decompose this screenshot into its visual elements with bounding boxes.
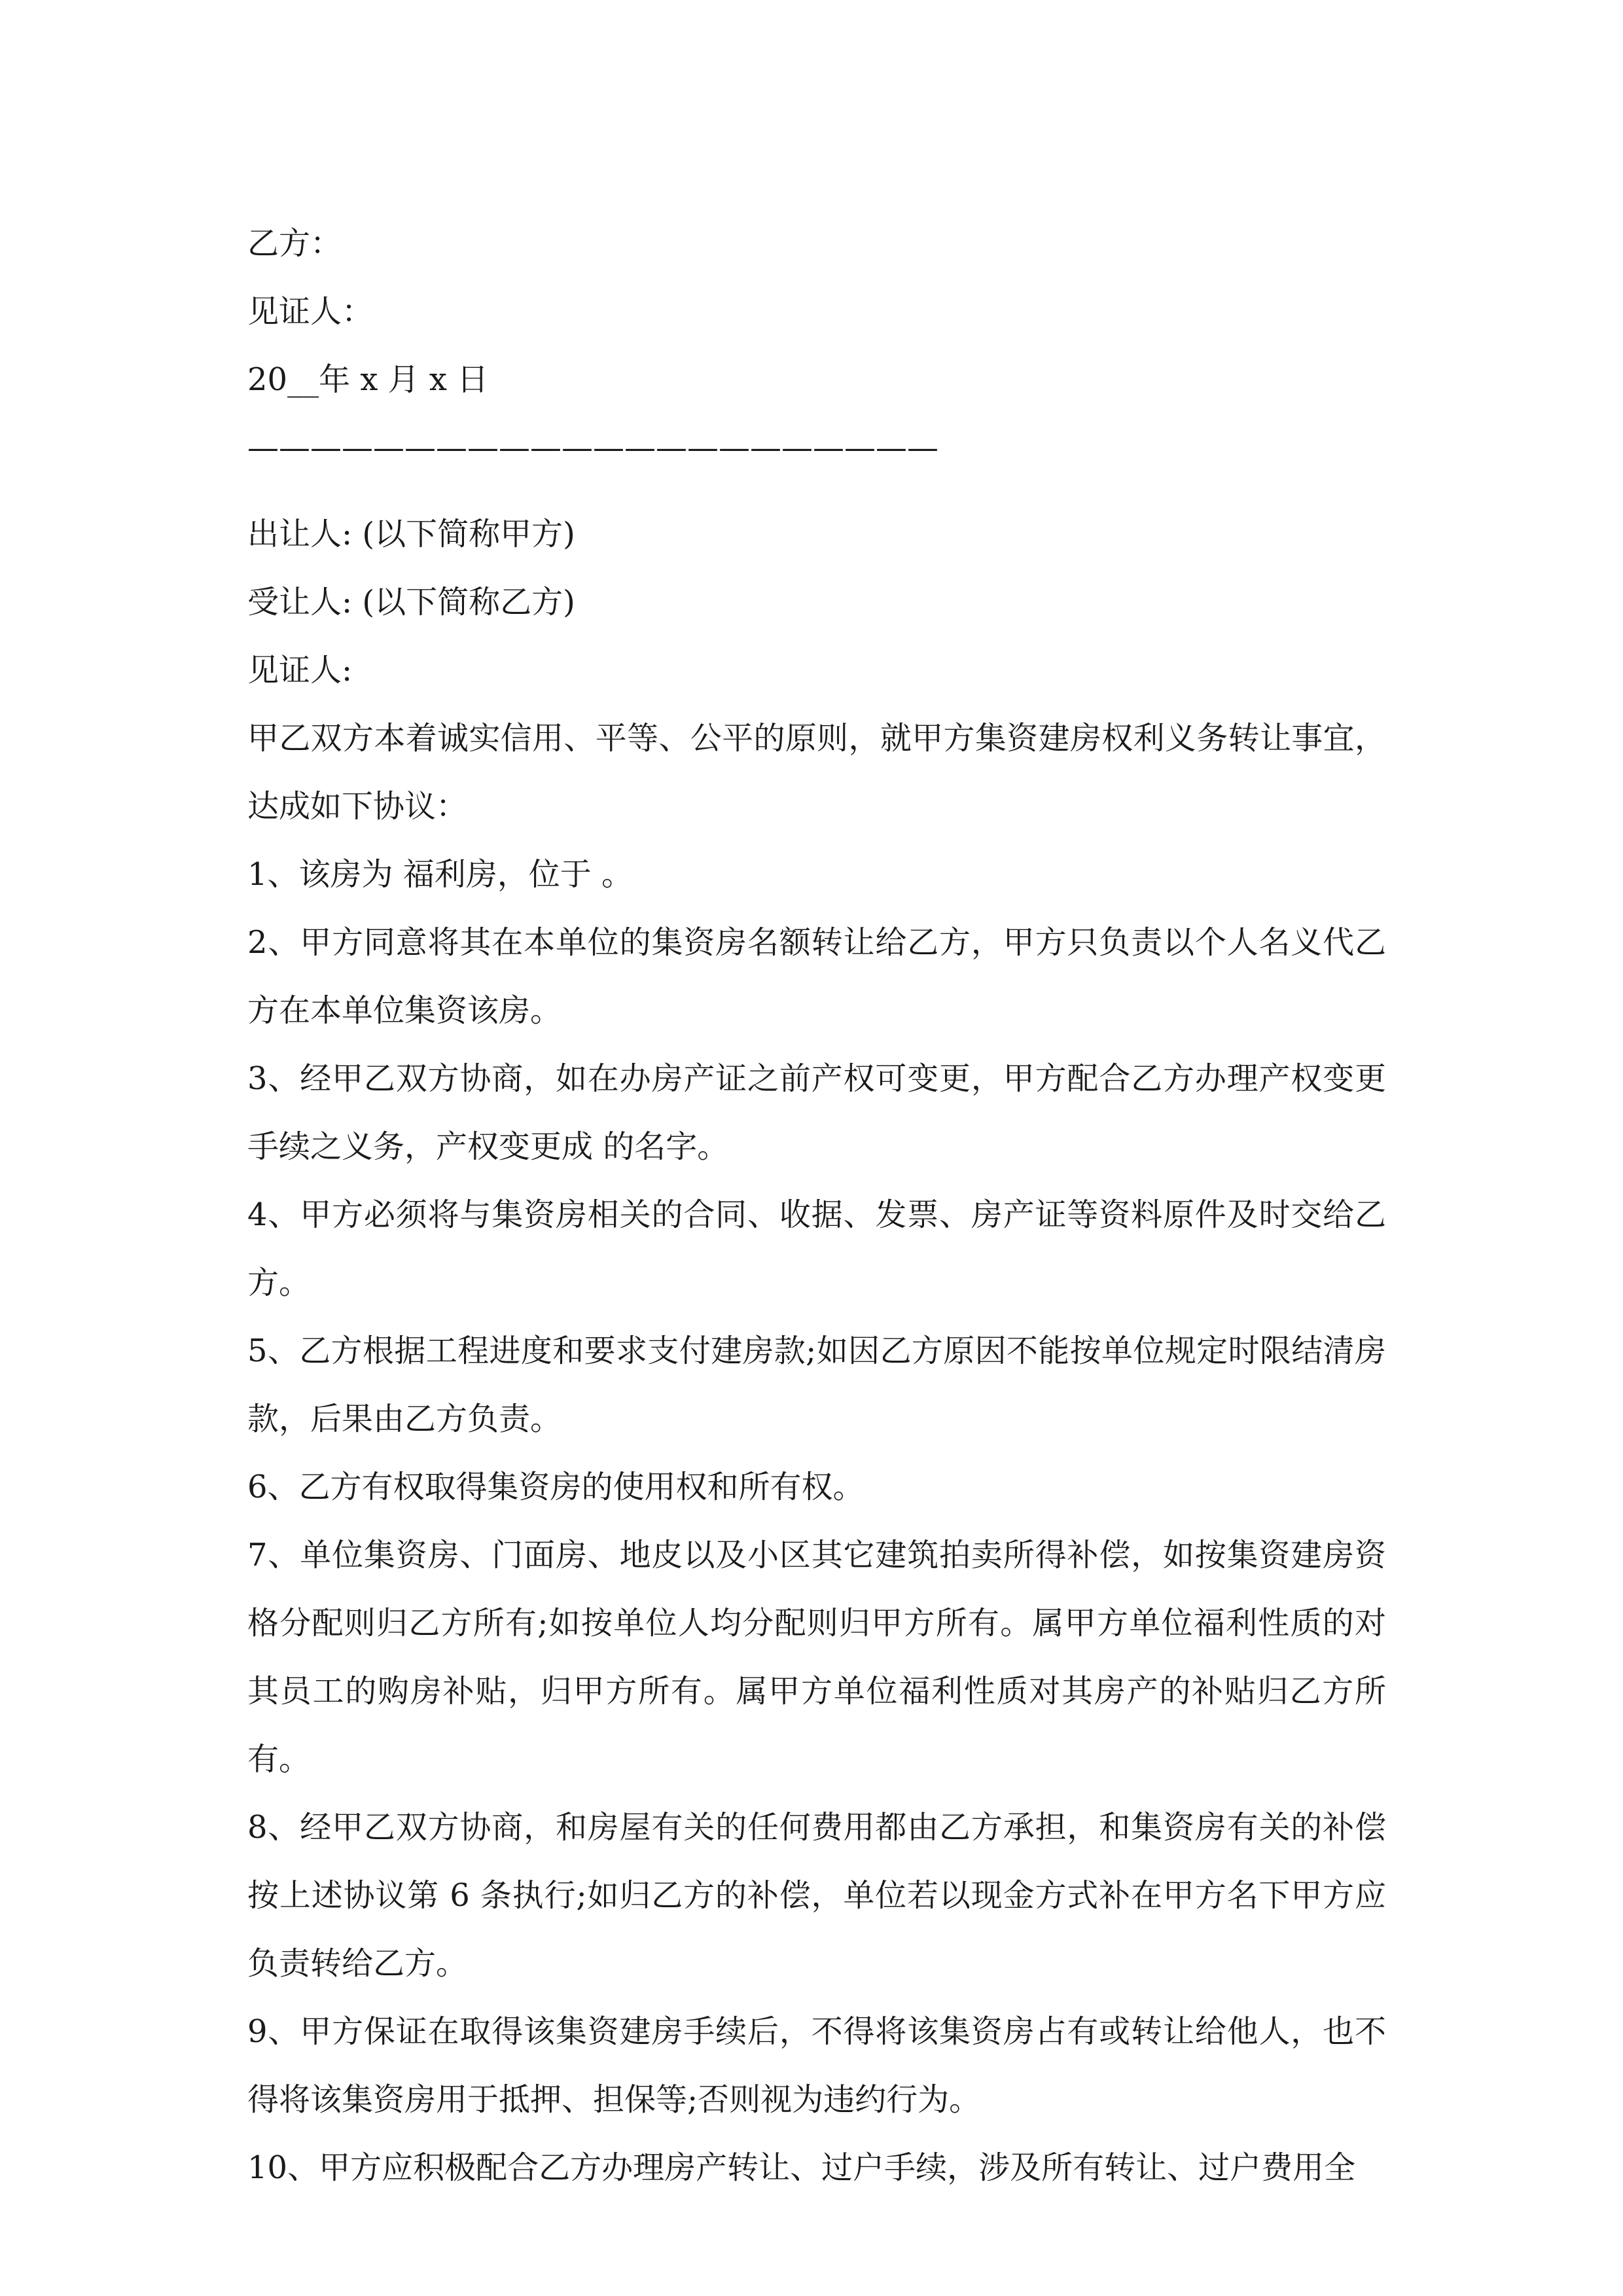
clause-10: 10、甲方应积极配合乙方办理房产转让、过户手续，涉及所有转让、过户费用全: [247, 2149, 1356, 2186]
document-body: [247, 209, 1386, 2202]
clause-6: 6、乙方有权取得集资房的使用权和所有权。: [247, 1469, 865, 1505]
clause-9: 9、甲方保证在取得该集资建房手续后，不得将该集资房占有或转让给他人，也不得将该集资房用于抵押、担保等;否则视为违约行为。: [247, 2013, 1386, 2118]
clause-8: 8、经甲乙双方协商，和房屋有关的任何费用都由乙方承担，和集资房有关的补偿按上述协议第 6 条执行;如归乙方的补偿，单位若以现金方式补在甲方名下甲方应负责转给乙方。: [247, 1809, 1386, 1982]
clause-3: 3、经甲乙双方协商，如在办房产证之前产权可变更，甲方配合乙方办理产权变更手续之义务，产权变更成 的名字。: [247, 1060, 1386, 1165]
clause-1: 1、该房为 福利房，位于 。: [247, 856, 633, 893]
witness-line-2: 见证人:: [247, 652, 353, 689]
transferor-line: 出让人: (以下简称甲方): [247, 516, 575, 552]
intro-paragraph: 甲乙双方本着诚实信用、平等、公平的原则，就甲方集资建房权利义务转让事宜，达成如下协议：: [247, 720, 1386, 825]
section-gap: [247, 482, 1386, 500]
clause-7: 7、单位集资房、门面房、地皮以及小区其它建筑拍卖所得补偿，如按集资建房资格分配则归乙方所有;如按单位人均分配则归甲方所有。属甲方单位福利性质的对其员工的购房补贴，归甲方所有。属甲方单位福利性质对其房产的补贴归乙方所有。: [247, 1537, 1386, 1778]
party-b-line: 乙方：: [247, 225, 342, 262]
separator-line: ——————————————————————: [247, 429, 938, 466]
clause-5: 5、乙方根据工程进度和要求支付建房款;如因乙方原因不能按单位规定时限结清房款，后果由乙方负责。: [247, 1333, 1386, 1437]
clause-2: 2、甲方同意将其在本单位的集资房名额转让给乙方，甲方只负责以个人名义代乙方在本单位集资该房。: [247, 924, 1386, 1029]
clause-4: 4、甲方必须将与集资房相关的合同、收据、发票、房产证等资料原件及时交给乙方。: [247, 1196, 1386, 1301]
date-line: 20__年 x 月 x 日: [247, 361, 489, 398]
witness-line: 见证人：: [247, 293, 374, 330]
transferee-line: 受让人: (以下简称乙方): [247, 584, 575, 620]
